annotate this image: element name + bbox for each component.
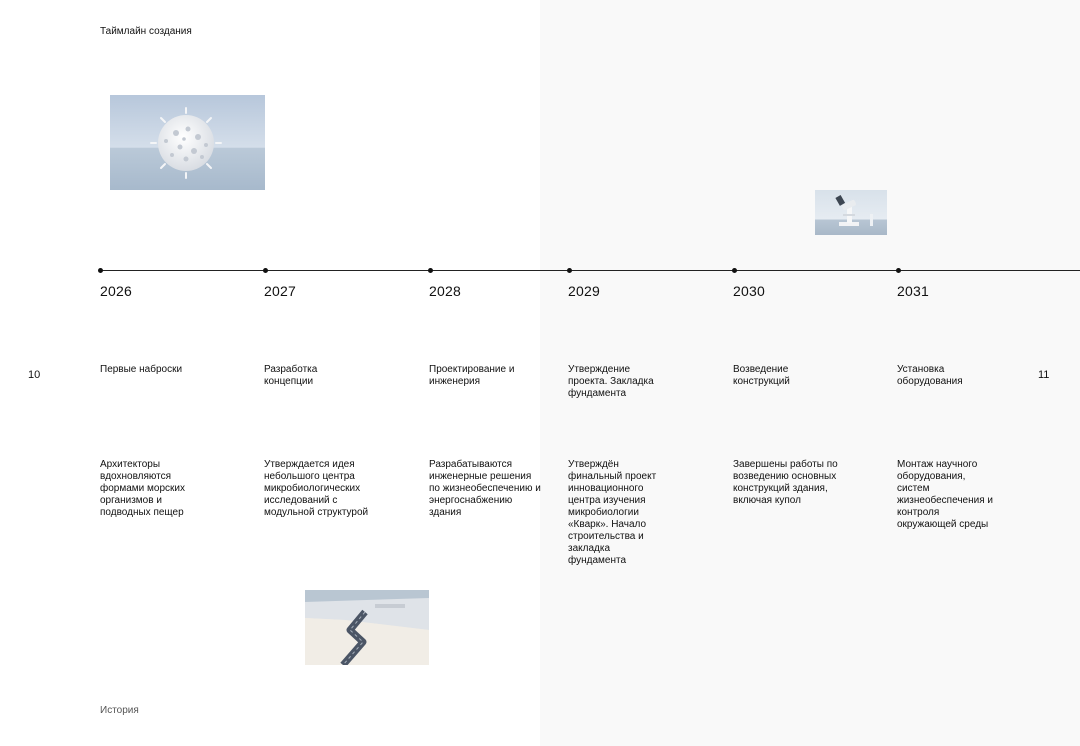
timeline-stage-description: Утверждён финальный проект инновационного центра изучения микробиологии «Кварк». Начало строительства и закладка фундамента bbox=[568, 459, 657, 566]
timeline-dot-2031 bbox=[896, 268, 901, 273]
timeline-stage-title: Возведение конструкций bbox=[733, 364, 790, 387]
left-page-number: 10 bbox=[28, 369, 41, 381]
timeline-year: 2030 bbox=[733, 283, 765, 299]
microscope-image bbox=[815, 190, 887, 235]
timeline-stage-description: Утверждается идея небольшого центра микробиологических исследований с модульной структурой bbox=[264, 459, 369, 518]
timeline-year: 2029 bbox=[568, 283, 600, 299]
timeline-stage-title: Утверждение проекта. Закладка фундамента bbox=[568, 364, 654, 399]
building-path-render-icon bbox=[305, 590, 429, 665]
timeline-stage-description: Завершены работы по возведению основных конструкций здания, включая купол bbox=[733, 459, 838, 506]
timeline-stage-description: Монтаж научного оборудования, систем жизнеобеспечения и контроля окружающей среды bbox=[897, 459, 993, 530]
timeline-axis bbox=[100, 270, 1080, 271]
page-header-title: Таймлайн создания bbox=[100, 26, 192, 37]
right-page-number: 11 bbox=[1038, 369, 1050, 381]
building-path-image bbox=[305, 590, 429, 665]
timeline-year: 2026 bbox=[100, 283, 132, 299]
timeline-stage-description: Архитекторы вдохновляются формами морских организмов и подводных пещер bbox=[100, 459, 185, 518]
timeline-year: 2027 bbox=[264, 283, 296, 299]
sea-sphere-image bbox=[110, 95, 265, 190]
section-footer-label: История bbox=[100, 705, 139, 716]
timeline-stage-title: Первые наброски bbox=[100, 364, 183, 375]
timeline-stage-title: Разработка концепции bbox=[264, 364, 318, 387]
timeline-dot-2026 bbox=[98, 268, 103, 273]
timeline-year: 2028 bbox=[429, 283, 461, 299]
timeline-dot-2027 bbox=[263, 268, 268, 273]
timeline-stage-title: Проектирование и инженерия bbox=[429, 364, 515, 387]
timeline-dot-2028 bbox=[428, 268, 433, 273]
timeline-stage-title: Установка оборудования bbox=[897, 364, 963, 387]
timeline-stage-description: Разрабатываются инженерные решения по жизнеобеспечению и энергоснабжению здания bbox=[429, 459, 541, 518]
sea-sphere-render-icon bbox=[110, 95, 265, 190]
microscope-render-icon bbox=[815, 190, 887, 235]
timeline-dot-2029 bbox=[567, 268, 572, 273]
timeline-dot-2030 bbox=[732, 268, 737, 273]
timeline-year: 2031 bbox=[897, 283, 929, 299]
